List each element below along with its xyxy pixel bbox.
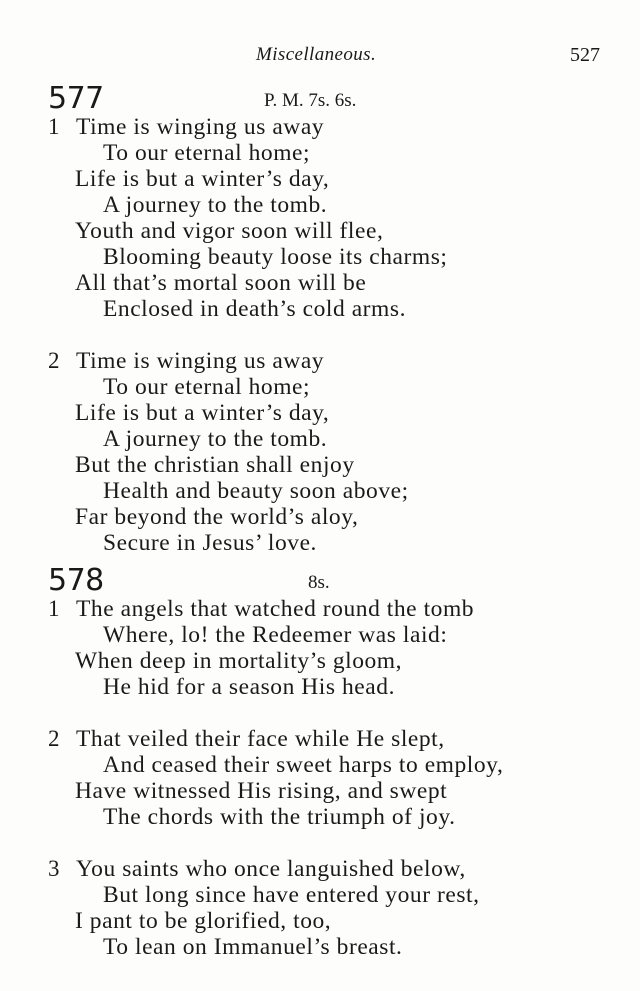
hymn-header xyxy=(0,81,640,116)
stanza-number: 2 xyxy=(48,726,61,751)
hymn-578 xyxy=(0,563,640,960)
verse-line: When deep in mortality’s gloom, xyxy=(75,648,403,674)
verse-line: To lean on Immanuel’s breast. xyxy=(103,934,403,960)
stanza xyxy=(0,856,640,960)
verse-line: Time is winging us away xyxy=(76,348,325,374)
hymn-header xyxy=(0,563,640,598)
verse-line: All that’s mortal soon will be xyxy=(75,270,367,296)
verse-line: To our eternal home; xyxy=(103,374,311,400)
stanza xyxy=(0,348,640,556)
stanza-number: 2 xyxy=(48,348,61,373)
verse-line: A journey to the tomb. xyxy=(103,426,328,452)
running-title: Miscellaneous. xyxy=(256,44,377,65)
verse-line: Life is but a winter’s day, xyxy=(75,400,330,426)
verse-line: Time is winging us away xyxy=(76,114,325,140)
verse-line: Blooming beauty loose its charms; xyxy=(103,244,448,270)
verse-line: And ceased their sweet harps to employ, xyxy=(103,752,504,778)
stanza xyxy=(0,726,640,830)
hymn-number: 578 xyxy=(48,563,104,598)
verse-line: But the christian shall enjoy xyxy=(75,452,355,478)
hymn-number: 577 xyxy=(48,81,104,116)
verse-line: He hid for a season His head. xyxy=(103,674,395,700)
stanza-number: 1 xyxy=(48,114,61,139)
verse-line: I pant to be glorified, too, xyxy=(75,908,332,934)
verse-line: Have witnessed His rising, and swept xyxy=(75,778,448,804)
hymn-577 xyxy=(0,81,640,556)
verse-line: You saints who once languished below, xyxy=(76,856,466,882)
verse-line: Far beyond the world’s aloy, xyxy=(75,504,359,530)
stanza-number: 3 xyxy=(48,856,61,881)
verse-line: Youth and vigor soon will flee, xyxy=(75,218,384,244)
verse-line: Health and beauty soon above; xyxy=(103,478,409,504)
verse-line: That veiled their face while He slept, xyxy=(76,726,445,752)
page-number: 527 xyxy=(570,44,600,66)
verse-line: The chords with the triumph of joy. xyxy=(103,804,456,830)
stanza-number: 1 xyxy=(48,596,61,621)
verse-line: But long since have entered your rest, xyxy=(103,882,480,908)
stanza xyxy=(0,596,640,700)
verse-line: Secure in Jesus’ love. xyxy=(103,530,317,556)
verse-line: To our eternal home; xyxy=(103,140,311,166)
verse-line: Where, lo! the Redeemer was laid: xyxy=(103,622,448,648)
verse-line: Enclosed in death’s cold arms. xyxy=(103,296,406,322)
verse-line: Life is but a winter’s day, xyxy=(75,166,330,192)
verse-line: The angels that watched round the tomb xyxy=(76,596,475,622)
hymn-meter: 8s. xyxy=(308,572,330,593)
stanza xyxy=(0,114,640,322)
hymn-meter: P. M. 7s. 6s. xyxy=(264,90,357,111)
verse-line: A journey to the tomb. xyxy=(103,192,328,218)
